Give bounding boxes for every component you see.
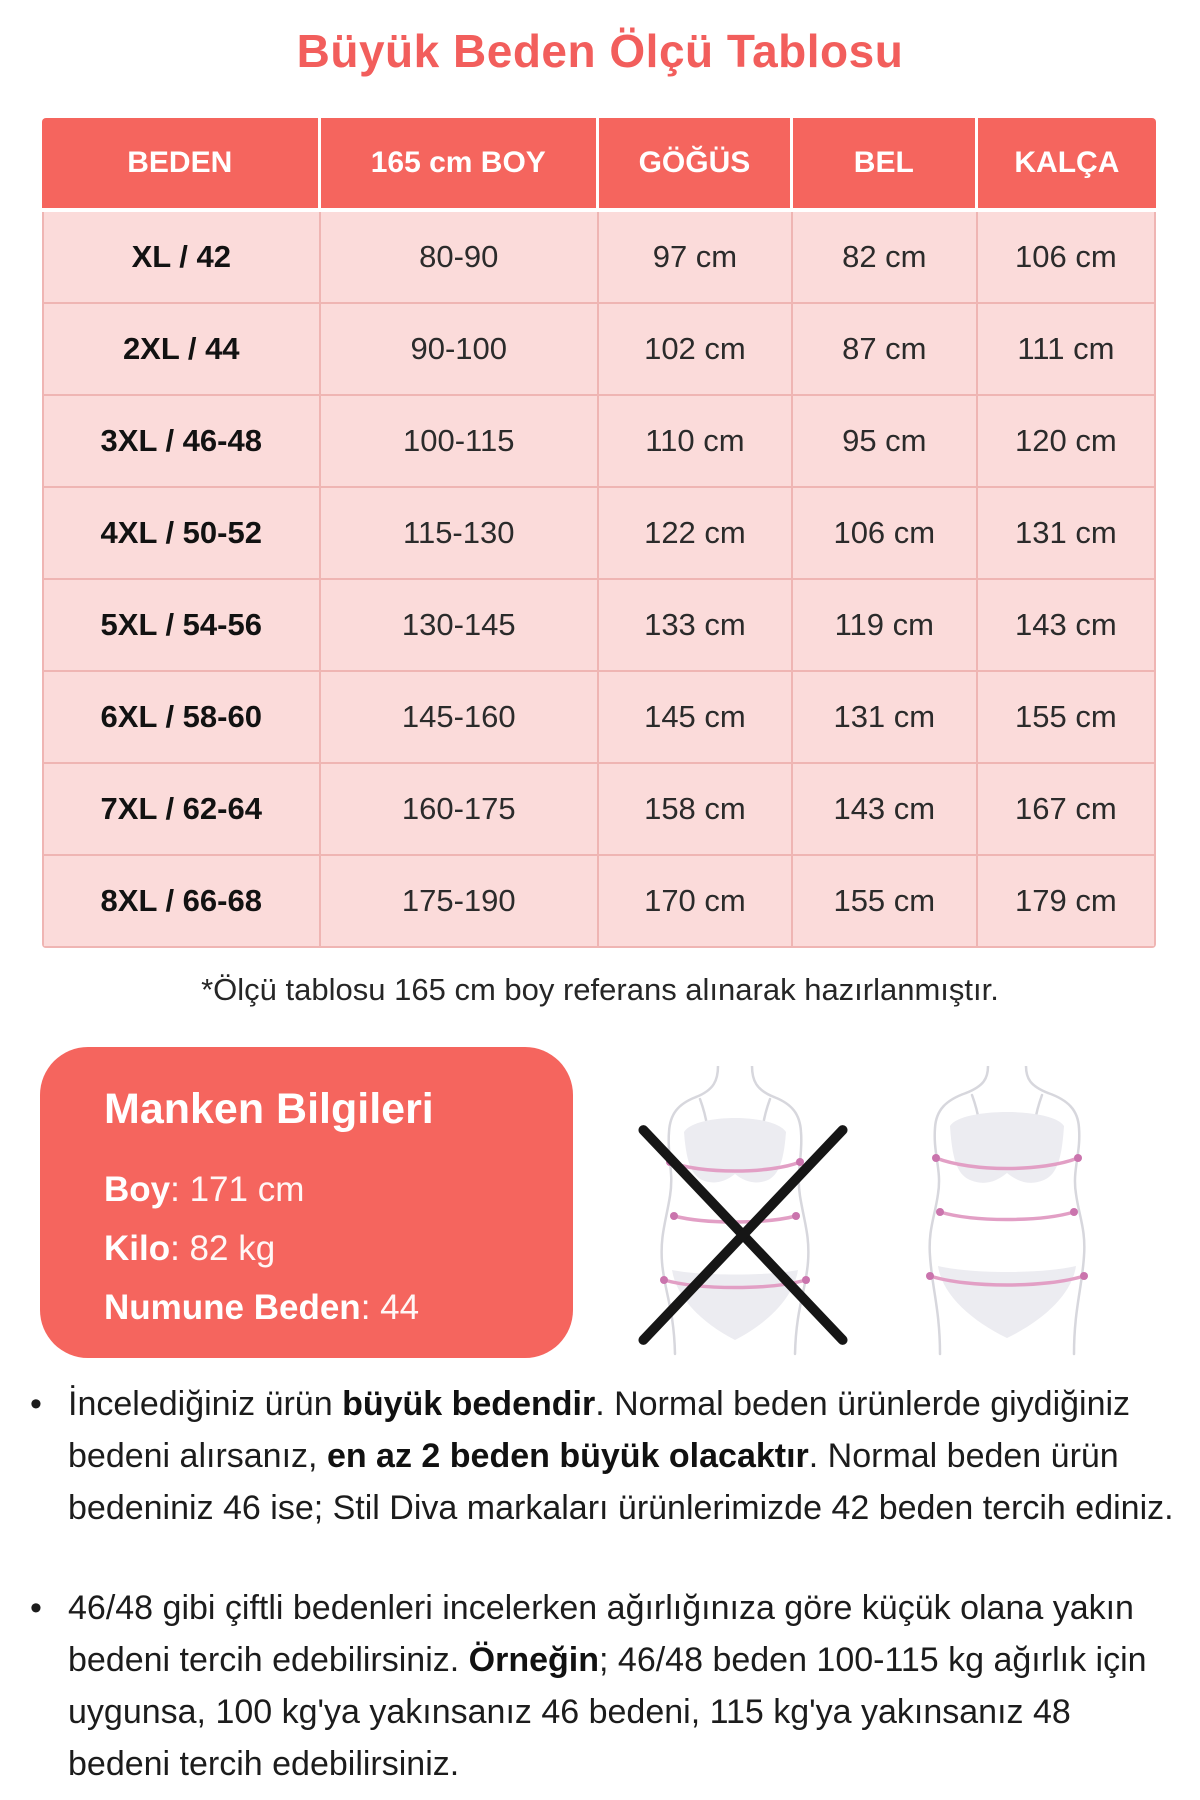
cell-gogus: 110 cm: [599, 396, 793, 488]
header-beden: BEDEN: [42, 118, 321, 212]
cell-kalca: 143 cm: [978, 580, 1156, 672]
table-row: [42, 396, 1156, 488]
info-bullets: [30, 1378, 1175, 1800]
table-header-row: [42, 118, 1156, 212]
cell-kalca: 120 cm: [978, 396, 1156, 488]
cell-gogus: 133 cm: [599, 580, 793, 672]
cell-beden: 6XL / 58-60: [42, 672, 321, 764]
model-sample-size: Numune Beden: 44: [104, 1288, 420, 1327]
model-info-card: [40, 1047, 573, 1358]
cell-kalca: 131 cm: [978, 488, 1156, 580]
table-footnote: *Ölçü tablosu 165 cm boy referans alınarak hazırlanmıştır.: [201, 972, 999, 1007]
slim-figure-illustration: [630, 1066, 840, 1356]
cell-gogus: 97 cm: [599, 212, 793, 304]
cell-beden: 5XL / 54-56: [42, 580, 321, 672]
table-row: [42, 580, 1156, 672]
cell-beden: 3XL / 46-48: [42, 396, 321, 488]
body-figures: [610, 1066, 1170, 1366]
cell-bel: 155 cm: [793, 856, 978, 948]
table-row: [42, 488, 1156, 580]
header-kalca: KALÇA: [978, 118, 1156, 212]
cell-beden: 7XL / 62-64: [42, 764, 321, 856]
cell-beden: 2XL / 44: [42, 304, 321, 396]
cell-gogus: 122 cm: [599, 488, 793, 580]
cell-gogus: 158 cm: [599, 764, 793, 856]
page-title: Büyük Beden Ölçü Tablosu: [296, 25, 904, 77]
model-info-title: Manken Bilgileri: [104, 1085, 434, 1133]
cell-kalca: 179 cm: [978, 856, 1156, 948]
cell-boy: 145-160: [321, 672, 600, 764]
table-row: [42, 856, 1156, 948]
bullet-dot: •: [30, 1589, 42, 1627]
cell-gogus: 145 cm: [599, 672, 793, 764]
cell-bel: 119 cm: [793, 580, 978, 672]
cell-kalca: 106 cm: [978, 212, 1156, 304]
table-row: [42, 304, 1156, 396]
bullet-text: İncelediğiniz ürün büyük bedendir. Normal beden ürünlerde giydiğiniz bedeni alırsanız, en az 2 beden büyük olacaktır. Normal beden ürün bedeniniz 46 ise; Stil Diva markaları ürünlerimizde 42 beden tercih ediniz.: [68, 1385, 1174, 1527]
cell-gogus: 170 cm: [599, 856, 793, 948]
cell-bel: 95 cm: [793, 396, 978, 488]
plus-figure-illustration: [902, 1066, 1112, 1356]
model-weight: Kilo: 82 kg: [104, 1229, 276, 1268]
cell-bel: 131 cm: [793, 672, 978, 764]
cell-bel: 87 cm: [793, 304, 978, 396]
cell-bel: 143 cm: [793, 764, 978, 856]
cell-kalca: 111 cm: [978, 304, 1156, 396]
bullet-item-1: [30, 1378, 1175, 1534]
cell-boy: 80-90: [321, 212, 600, 304]
cell-beden: 4XL / 50-52: [42, 488, 321, 580]
cell-boy: 115-130: [321, 488, 600, 580]
cell-boy: 160-175: [321, 764, 600, 856]
header-boy: 165 cm BOY: [321, 118, 600, 212]
cell-bel: 106 cm: [793, 488, 978, 580]
cell-beden: 8XL / 66-68: [42, 856, 321, 948]
x-mark-icon: [638, 1090, 848, 1380]
cell-kalca: 167 cm: [978, 764, 1156, 856]
cell-kalca: 155 cm: [978, 672, 1156, 764]
cell-boy: 100-115: [321, 396, 600, 488]
header-bel: BEL: [793, 118, 978, 212]
table-row: [42, 212, 1156, 304]
bullet-text: 46/48 gibi çiftli bedenleri incelerken ağırlığınıza göre küçük olana yakın bedeni tercih edebilirsiniz. Örneğin; 46/48 beden 100-115 kg ağırlık için uygunsa, 100 kg'ya yakınsanız 46 bedeni, 115 kg'ya yakınsanız 48 bedeni tercih edebilirsiniz.: [68, 1589, 1147, 1783]
cell-gogus: 102 cm: [599, 304, 793, 396]
bullet-dot: •: [30, 1385, 42, 1423]
cell-boy: 130-145: [321, 580, 600, 672]
bullet-item-2: [30, 1582, 1175, 1790]
size-table: [42, 118, 1156, 948]
cell-boy: 90-100: [321, 304, 600, 396]
cell-beden: XL / 42: [42, 212, 321, 304]
header-gogus: GÖĞÜS: [599, 118, 793, 212]
model-height: Boy: 171 cm: [104, 1170, 305, 1209]
table-row: [42, 672, 1156, 764]
table-row: [42, 764, 1156, 856]
cell-bel: 82 cm: [793, 212, 978, 304]
cell-boy: 175-190: [321, 856, 600, 948]
